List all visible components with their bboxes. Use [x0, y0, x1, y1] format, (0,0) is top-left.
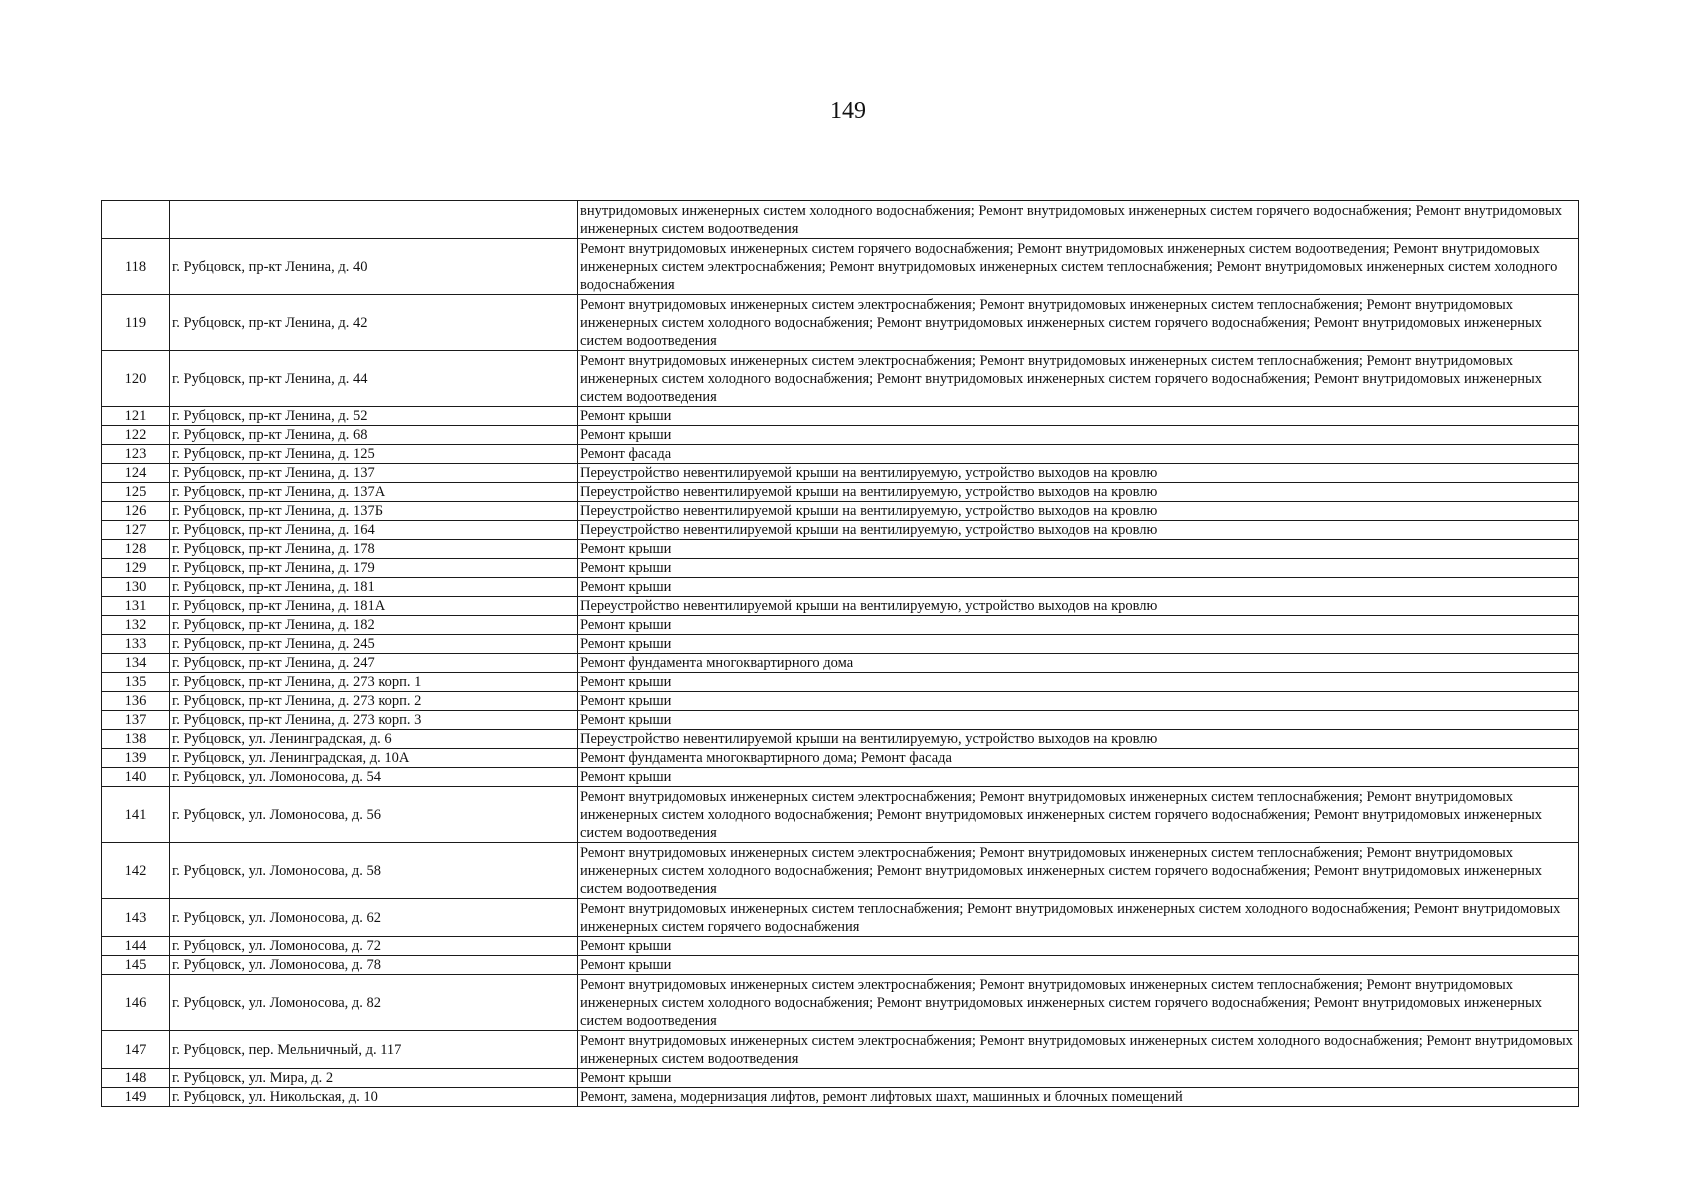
row-work: Ремонт фундамента многоквартирного дома — [578, 654, 1579, 673]
row-number: 125 — [102, 483, 170, 502]
row-work: Переустройство невентилируемой крыши на вентилируемую, устройство выходов на кровлю — [578, 483, 1579, 502]
row-address: г. Рубцовск, пр-кт Ленина, д. 42 — [170, 295, 578, 351]
row-address: г. Рубцовск, пр-кт Ленина, д. 181А — [170, 597, 578, 616]
row-work: Ремонт крыши — [578, 937, 1579, 956]
row-address: г. Рубцовск, пр-кт Ленина, д. 137 — [170, 464, 578, 483]
table-row — [102, 445, 1579, 464]
row-work: Ремонт крыши — [578, 578, 1579, 597]
row-work: Ремонт внутридомовых инженерных систем электроснабжения; Ремонт внутридомовых инженерных систем теплоснабжения; Ремонт внутридомовых инженерных систем холодного водоснабжения; Ремонт внутридомовых инженерных систем горячего водоснабжения; Ремонт внутридомовых инженерных систем водоотведения — [578, 295, 1579, 351]
row-address: г. Рубцовск, пр-кт Ленина, д. 52 — [170, 407, 578, 426]
row-work: Ремонт фасада — [578, 445, 1579, 464]
table-row — [102, 239, 1579, 295]
row-number — [102, 201, 170, 239]
row-work: Ремонт крыши — [578, 692, 1579, 711]
row-work: Ремонт крыши — [578, 768, 1579, 787]
row-address: г. Рубцовск, пр-кт Ленина, д. 40 — [170, 239, 578, 295]
row-address: г. Рубцовск, пер. Мельничный, д. 117 — [170, 1031, 578, 1069]
row-work: Ремонт внутридомовых инженерных систем электроснабжения; Ремонт внутридомовых инженерных систем теплоснабжения; Ремонт внутридомовых инженерных систем холодного водоснабжения; Ремонт внутридомовых инженерных систем горячего водоснабжения; Ремонт внутридомовых инженерных систем водоотведения — [578, 351, 1579, 407]
row-work: Ремонт крыши — [578, 426, 1579, 445]
row-number: 144 — [102, 937, 170, 956]
row-work: Ремонт крыши — [578, 956, 1579, 975]
table-row — [102, 351, 1579, 407]
row-number: 136 — [102, 692, 170, 711]
row-work: Ремонт внутридомовых инженерных систем электроснабжения; Ремонт внутридомовых инженерных систем холодного водоснабжения; Ремонт внутридомовых инженерных систем водоотведения — [578, 1031, 1579, 1069]
row-work: Переустройство невентилируемой крыши на вентилируемую, устройство выходов на кровлю — [578, 464, 1579, 483]
row-address: г. Рубцовск, пр-кт Ленина, д. 245 — [170, 635, 578, 654]
row-work: Переустройство невентилируемой крыши на вентилируемую, устройство выходов на кровлю — [578, 730, 1579, 749]
table-row — [102, 597, 1579, 616]
row-work: Ремонт фундамента многоквартирного дома; Ремонт фасада — [578, 749, 1579, 768]
table-row — [102, 483, 1579, 502]
row-address — [170, 201, 578, 239]
table-row — [102, 692, 1579, 711]
table-row — [102, 635, 1579, 654]
row-address: г. Рубцовск, пр-кт Ленина, д. 179 — [170, 559, 578, 578]
row-work: Ремонт внутридомовых инженерных систем электроснабжения; Ремонт внутридомовых инженерных систем теплоснабжения; Ремонт внутридомовых инженерных систем холодного водоснабжения; Ремонт внутридомовых инженерных систем горячего водоснабжения; Ремонт внутридомовых инженерных систем водоотведения — [578, 843, 1579, 899]
row-address: г. Рубцовск, пр-кт Ленина, д. 247 — [170, 654, 578, 673]
row-address: г. Рубцовск, ул. Ломоносова, д. 62 — [170, 899, 578, 937]
row-number: 140 — [102, 768, 170, 787]
table-row — [102, 502, 1579, 521]
table-row — [102, 426, 1579, 445]
row-address: г. Рубцовск, пр-кт Ленина, д. 182 — [170, 616, 578, 635]
table-row — [102, 730, 1579, 749]
row-work: Ремонт крыши — [578, 407, 1579, 426]
row-address: г. Рубцовск, ул. Ломоносова, д. 54 — [170, 768, 578, 787]
row-number: 139 — [102, 749, 170, 768]
row-work: Переустройство невентилируемой крыши на вентилируемую, устройство выходов на кровлю — [578, 521, 1579, 540]
row-work: Ремонт, замена, модернизация лифтов, ремонт лифтовых шахт, машинных и блочных помещений — [578, 1088, 1579, 1107]
row-address: г. Рубцовск, пр-кт Ленина, д. 273 корп. 1 — [170, 673, 578, 692]
row-address: г. Рубцовск, ул. Ломоносова, д. 72 — [170, 937, 578, 956]
row-address: г. Рубцовск, ул. Ленинградская, д. 6 — [170, 730, 578, 749]
row-number: 124 — [102, 464, 170, 483]
table-row — [102, 956, 1579, 975]
table-row — [102, 899, 1579, 937]
table-row — [102, 1031, 1579, 1069]
row-address: г. Рубцовск, пр-кт Ленина, д. 44 — [170, 351, 578, 407]
row-work: Ремонт внутридомовых инженерных систем электроснабжения; Ремонт внутридомовых инженерных систем теплоснабжения; Ремонт внутридомовых инженерных систем холодного водоснабжения; Ремонт внутридомовых инженерных систем горячего водоснабжения; Ремонт внутридомовых инженерных систем водоотведения — [578, 975, 1579, 1031]
row-work: Ремонт крыши — [578, 616, 1579, 635]
row-number: 123 — [102, 445, 170, 464]
row-number: 133 — [102, 635, 170, 654]
row-work: внутридомовых инженерных систем холодного водоснабжения; Ремонт внутридомовых инженерных систем горячего водоснабжения; Ремонт внутридомовых инженерных систем водоотведения — [578, 201, 1579, 239]
table-row — [102, 616, 1579, 635]
row-number: 129 — [102, 559, 170, 578]
row-number: 118 — [102, 239, 170, 295]
row-number: 137 — [102, 711, 170, 730]
row-address: г. Рубцовск, пр-кт Ленина, д. 164 — [170, 521, 578, 540]
row-address: г. Рубцовск, пр-кт Ленина, д. 273 корп. 3 — [170, 711, 578, 730]
row-work: Ремонт внутридомовых инженерных систем горячего водоснабжения; Ремонт внутридомовых инженерных систем водоотведения; Ремонт внутридомовых инженерных систем электроснабжения; Ремонт внутридомовых инженерных систем теплоснабжения; Ремонт внутридомовых инженерных систем холодного водоснабжения — [578, 239, 1579, 295]
row-work: Переустройство невентилируемой крыши на вентилируемую, устройство выходов на кровлю — [578, 502, 1579, 521]
row-address: г. Рубцовск, пр-кт Ленина, д. 178 — [170, 540, 578, 559]
row-address: г. Рубцовск, пр-кт Ленина, д. 68 — [170, 426, 578, 445]
row-work: Ремонт крыши — [578, 635, 1579, 654]
row-number: 128 — [102, 540, 170, 559]
row-number: 146 — [102, 975, 170, 1031]
row-address: г. Рубцовск, пр-кт Ленина, д. 181 — [170, 578, 578, 597]
table-row — [102, 711, 1579, 730]
row-number: 147 — [102, 1031, 170, 1069]
table-row — [102, 201, 1579, 239]
row-number: 138 — [102, 730, 170, 749]
row-address: г. Рубцовск, ул. Ломоносова, д. 82 — [170, 975, 578, 1031]
row-address: г. Рубцовск, ул. Ломоносова, д. 78 — [170, 956, 578, 975]
row-number: 121 — [102, 407, 170, 426]
row-number: 134 — [102, 654, 170, 673]
row-work: Ремонт крыши — [578, 673, 1579, 692]
row-work: Ремонт крыши — [578, 1069, 1579, 1088]
table-row — [102, 787, 1579, 843]
row-address: г. Рубцовск, ул. Ленинградская, д. 10А — [170, 749, 578, 768]
table-row — [102, 1088, 1579, 1107]
table-row — [102, 937, 1579, 956]
row-number: 143 — [102, 899, 170, 937]
table-row — [102, 975, 1579, 1031]
row-number: 135 — [102, 673, 170, 692]
row-number: 148 — [102, 1069, 170, 1088]
row-work: Ремонт внутридомовых инженерных систем электроснабжения; Ремонт внутридомовых инженерных систем теплоснабжения; Ремонт внутридомовых инженерных систем холодного водоснабжения; Ремонт внутридомовых инженерных систем горячего водоснабжения; Ремонт внутридомовых инженерных систем водоотведения — [578, 787, 1579, 843]
row-address: г. Рубцовск, пр-кт Ленина, д. 137Б — [170, 502, 578, 521]
table-row — [102, 464, 1579, 483]
row-address: г. Рубцовск, ул. Ломоносова, д. 58 — [170, 843, 578, 899]
row-work: Переустройство невентилируемой крыши на вентилируемую, устройство выходов на кровлю — [578, 597, 1579, 616]
row-number: 119 — [102, 295, 170, 351]
table-row — [102, 521, 1579, 540]
table-row — [102, 768, 1579, 787]
table-row — [102, 654, 1579, 673]
table-row — [102, 540, 1579, 559]
row-address: г. Рубцовск, ул. Мира, д. 2 — [170, 1069, 578, 1088]
row-address: г. Рубцовск, пр-кт Ленина, д. 273 корп. 2 — [170, 692, 578, 711]
table-row — [102, 407, 1579, 426]
row-number: 126 — [102, 502, 170, 521]
table-row — [102, 673, 1579, 692]
table-row — [102, 1069, 1579, 1088]
row-number: 127 — [102, 521, 170, 540]
row-number: 131 — [102, 597, 170, 616]
row-number: 120 — [102, 351, 170, 407]
row-address: г. Рубцовск, ул. Ломоносова, д. 56 — [170, 787, 578, 843]
row-work: Ремонт крыши — [578, 540, 1579, 559]
table-row — [102, 843, 1579, 899]
row-address: г. Рубцовск, пр-кт Ленина, д. 137А — [170, 483, 578, 502]
table-row — [102, 578, 1579, 597]
table-row — [102, 749, 1579, 768]
table-row — [102, 559, 1579, 578]
row-number: 130 — [102, 578, 170, 597]
row-number: 145 — [102, 956, 170, 975]
table-row — [102, 295, 1579, 351]
row-number: 149 — [102, 1088, 170, 1107]
row-address: г. Рубцовск, пр-кт Ленина, д. 125 — [170, 445, 578, 464]
row-number: 132 — [102, 616, 170, 635]
row-number: 142 — [102, 843, 170, 899]
row-work: Ремонт внутридомовых инженерных систем теплоснабжения; Ремонт внутридомовых инженерных систем холодного водоснабжения; Ремонт внутридомовых инженерных систем горячего водоснабжения — [578, 899, 1579, 937]
row-work: Ремонт крыши — [578, 559, 1579, 578]
row-number: 122 — [102, 426, 170, 445]
page-number: 149 — [830, 98, 866, 124]
works-table — [101, 200, 1579, 1107]
row-address: г. Рубцовск, ул. Никольская, д. 10 — [170, 1088, 578, 1107]
row-number: 141 — [102, 787, 170, 843]
row-work: Ремонт крыши — [578, 711, 1579, 730]
